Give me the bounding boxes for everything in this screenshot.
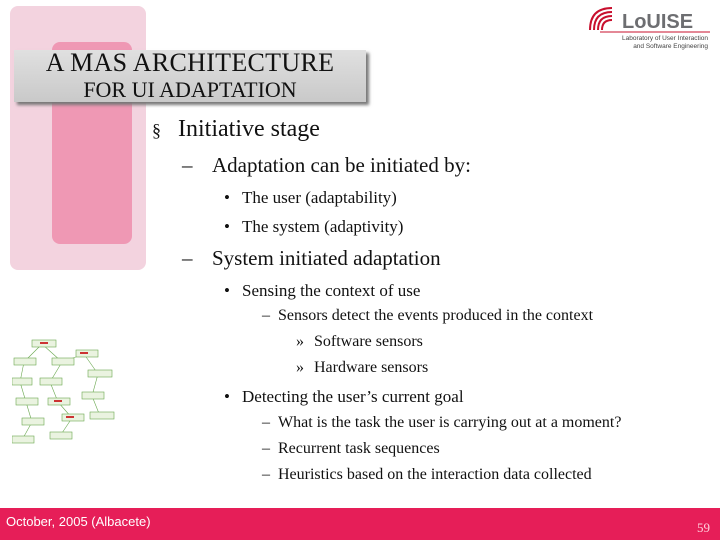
bullet-marker: • (224, 188, 230, 207)
logo-swirl-icon (590, 8, 612, 30)
footer-date: October, 2005 (Albacete) (6, 514, 151, 529)
bullet-level1 (152, 116, 320, 143)
bullet-level4 (262, 440, 440, 458)
bullet-text: What is the task the user is carrying out at a moment? (278, 414, 622, 431)
bullet-text: Sensing the context of use (242, 281, 421, 300)
task-model-diagram-thumbnail (12, 336, 120, 448)
bullet-text: Initiative stage (178, 116, 320, 142)
bullet-marker: § (152, 120, 161, 140)
bullet-marker: – (262, 307, 270, 324)
bullet-level4 (262, 466, 592, 484)
bullet-text: Hardware sensors (314, 359, 429, 376)
bullet-text: Recurrent task sequences (278, 440, 440, 457)
bullet-text: The system (adaptivity) (242, 217, 404, 236)
page-number: 59 (697, 520, 710, 535)
logo-caption-line2: and Software Engineering (633, 43, 708, 50)
bullet-level5 (296, 333, 423, 351)
bullet-marker: – (182, 153, 193, 177)
bullet-level4 (262, 307, 593, 325)
bullet-marker: – (262, 466, 270, 483)
bullet-marker: » (296, 333, 304, 350)
bullet-marker: – (262, 440, 270, 457)
bullet-level2 (182, 246, 441, 271)
bullet-text: Sensors detect the events produced in the context (278, 307, 594, 324)
bullet-level5 (296, 359, 428, 377)
bullet-level3 (224, 217, 403, 237)
louise-logo (586, 2, 712, 50)
bullet-level3 (224, 281, 420, 301)
logo-wordmark: LoUISE (622, 11, 694, 33)
bullet-level3 (224, 387, 464, 407)
bullet-level2 (182, 153, 471, 178)
bullet-marker: – (182, 246, 193, 270)
logo-caption-line1: Laboratory of User Interaction (622, 35, 708, 42)
bullet-text: The user (adaptability) (242, 188, 397, 207)
bullet-level3 (224, 188, 397, 208)
bullet-text: Detecting the user’s current goal (242, 387, 464, 406)
bullet-text: Heuristics based on the interaction data collected (278, 466, 592, 483)
bullet-level4 (262, 414, 621, 432)
bullet-marker: • (224, 281, 230, 300)
bullet-text: Adaptation can be initiated by: (212, 153, 471, 177)
bullet-text: Software sensors (314, 333, 423, 350)
slide-title-line1: A MAS ARCHITECTURE (45, 48, 335, 77)
bullet-text: System initiated adaptation (212, 246, 441, 270)
bullet-marker: – (262, 414, 270, 431)
bullet-marker: • (224, 217, 230, 236)
bullet-marker: » (296, 359, 304, 376)
slide-title-line2: FOR UI ADAPTATION (83, 77, 297, 102)
bullet-marker: • (224, 387, 230, 406)
